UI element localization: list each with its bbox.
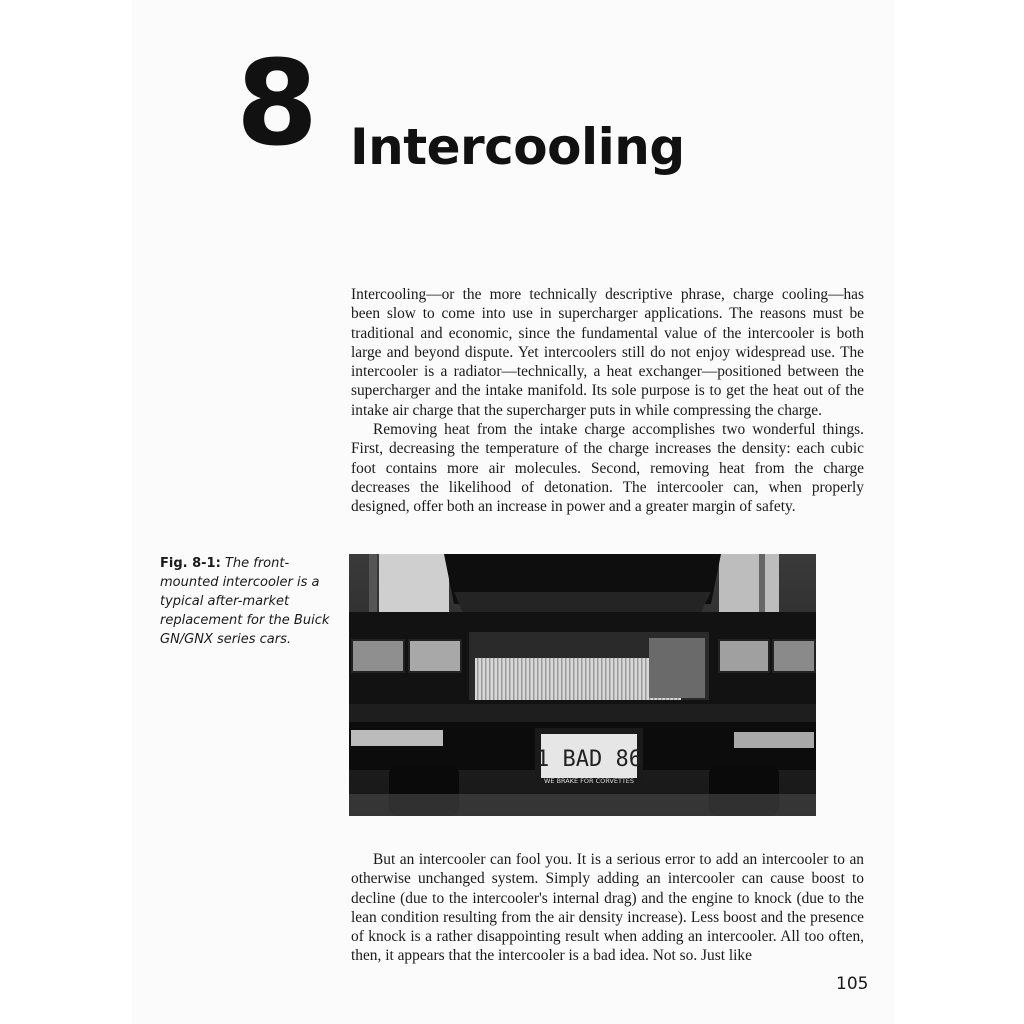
chapter-title: Intercooling: [350, 118, 685, 176]
page-number: 105: [836, 974, 869, 994]
figure-label: Fig. 8-1:: [160, 556, 221, 571]
license-plate-text: 1 BAD 86: [536, 747, 642, 772]
figure-caption: [160, 554, 342, 649]
plate-frame-text: WE BRAKE FOR CORVETTES: [543, 777, 635, 785]
car-front-photo: [349, 554, 816, 816]
figure-photo: [349, 554, 816, 816]
paragraph: Intercooling—or the more technically descriptive phrase, charge cooling—has been slow to come into use in supercharger applications. The reasons must be traditional and economic, since the fundamental value of the intercooler is both large and beyond dispute. Yet intercoolers still do not enjoy widespread use. The intercooler is a radiator—technically, a heat exchanger—positioned between the supercharger and the intake manifold. Its sole purpose is to get the heat out of the intake air charge that the supercharger puts in while compressing the charge.: [351, 286, 864, 419]
body-text-top: [351, 285, 864, 517]
chapter-number: 8: [236, 34, 317, 172]
figure-caption-text: The front-mounted intercooler is a typical after-market replacement for the Buick GN/GNX series cars.: [160, 556, 330, 647]
paragraph: But an intercooler can fool you. It is a serious error to add an intercooler to an otherwise unchanged system. Simply adding an intercooler can cause boost to decline (due to the intercooler's internal drag) and the engine to knock (due to the lean condition resulting from the air density increase). Less boost and the presence of knock is a rather disappointing result when adding an intercooler. All too often, then, it appears that the intercooler is a bad idea. Not so. Just like: [351, 851, 864, 965]
paragraph: Removing heat from the intake charge accomplishes two wonderful things. First, decreasing the temperature of the charge increases the density: each cubic foot contains more air molecules. Second, removing heat from the charge decreases the likelihood of detonation. The intercooler can, when properly designed, offer both an increase in power and a greater margin of safety.: [351, 421, 864, 516]
body-text-bottom: [351, 850, 864, 966]
